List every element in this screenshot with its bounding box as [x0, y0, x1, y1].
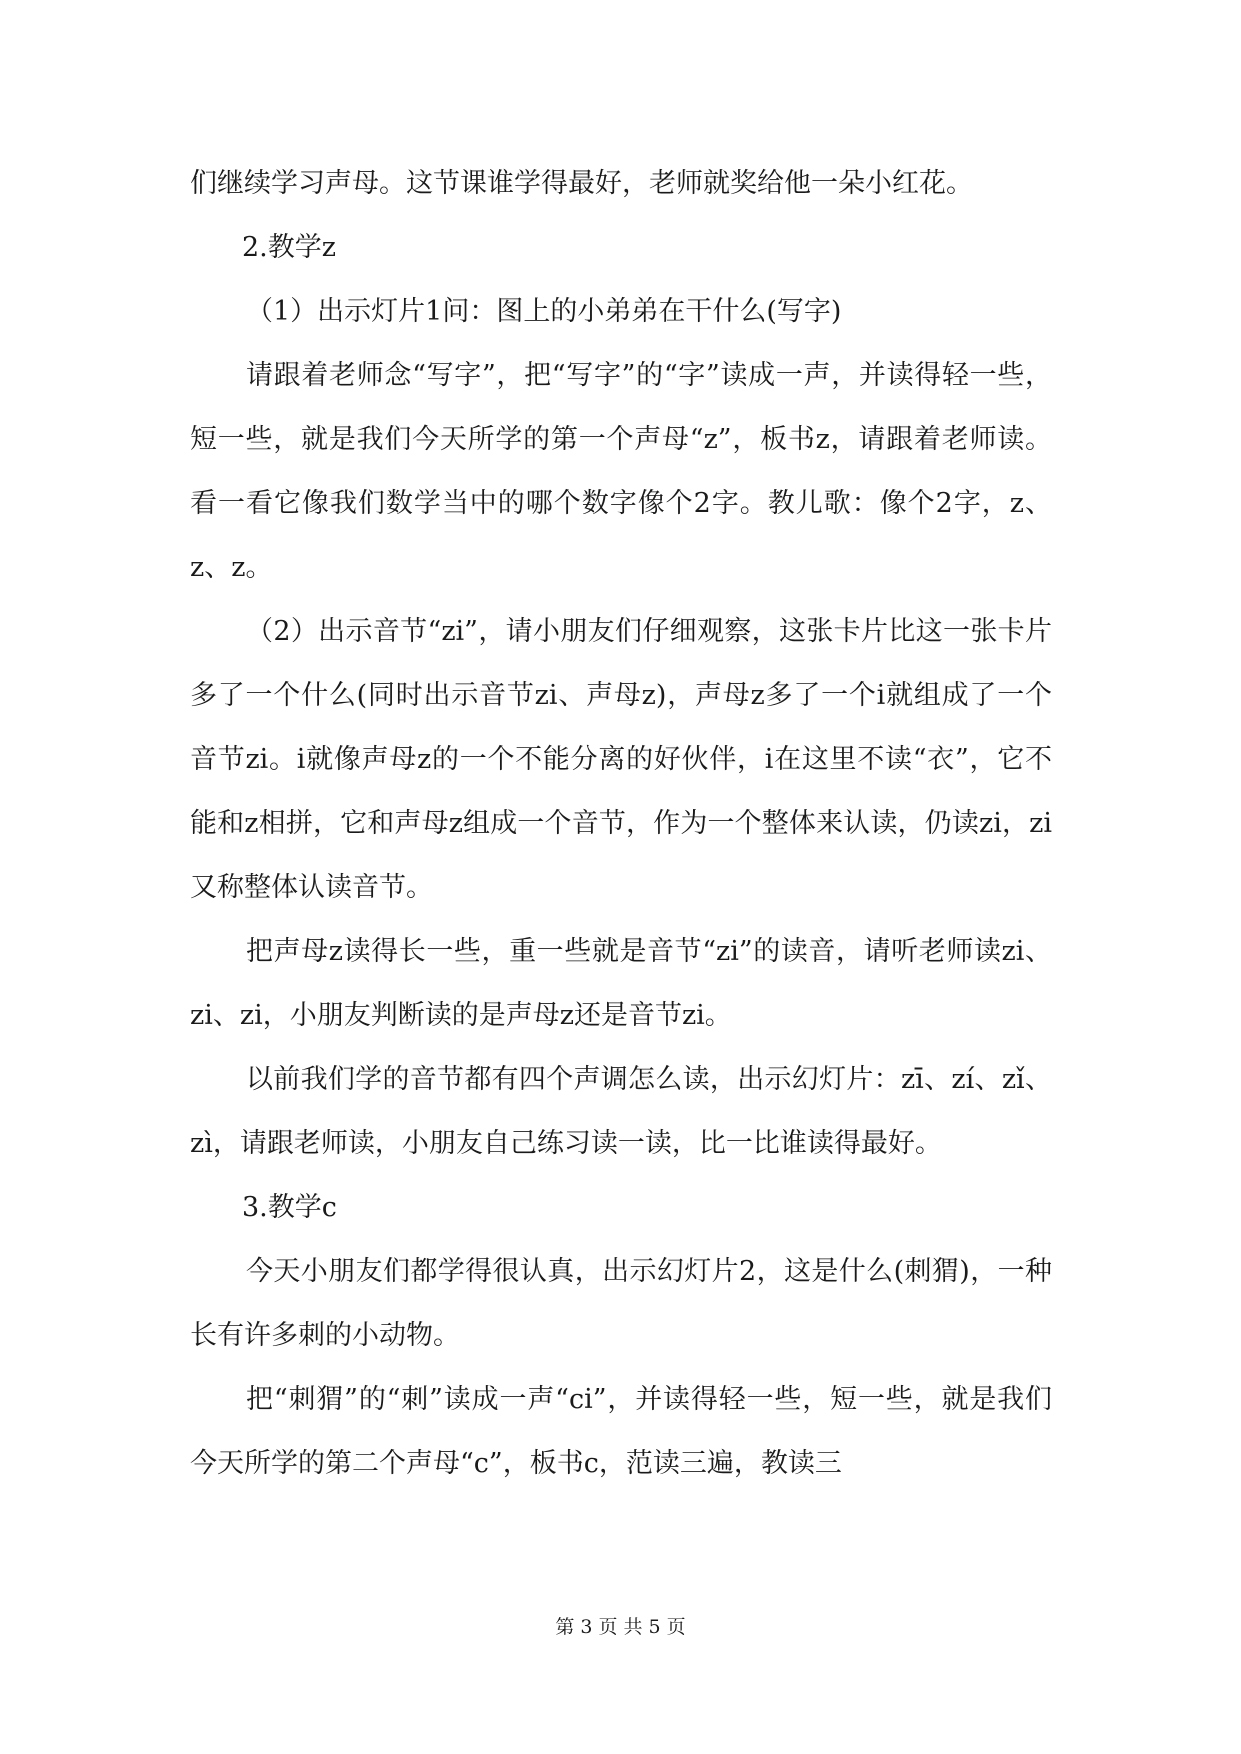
paragraph-z-intro: 请跟着老师念“写字”，把“写字”的“字”读成一声，并读得轻一些，短一些，就是我们今天所学的第一个声母“z”，板书z，请跟着老师读。看一看它像我们数学当中的哪个数字像个2字。教儿歌：像个2字，z、z、z。	[190, 360, 1052, 583]
document-body	[190, 152, 1052, 1496]
paragraph-continuation: 们继续学习声母。这节课谁学得最好，老师就奖给他一朵小红花。	[190, 168, 973, 199]
paragraph-tones: 以前我们学的音节都有四个声调怎么读，出示幻灯片：zī、zí、zǐ、zì，请跟老师读，小朋友自己练习读一读，比一比谁读得最好。	[190, 1064, 1052, 1159]
paragraph-step-1: （1）出示灯片1问：图上的小弟弟在干什么(写字)	[246, 296, 842, 327]
paragraph-c-intro: 把“刺猬”的“刺”读成一声“ci”，并读得轻一些，短一些，就是我们今天所学的第二个声母“c”，板书c，范读三遍，教读三	[190, 1384, 1052, 1479]
paragraph-step-2: （2）出示音节“zi”，请小朋友们仔细观察，这张卡片比这一张卡片多了一个什么(同时出示音节zi、声母z)，声母z多了一个i就组成了一个音节zi。i就像声母z的一个不能分离的好伙伴，i在这里不读“衣”，它不能和z相拼，它和声母z组成一个音节，作为一个整体来认读，仍读zi，zi又称整体认读音节。	[190, 616, 1052, 903]
page-number-footer: 第 3 页 共 5 页	[555, 1616, 686, 1638]
section-heading-c: 3.教学c	[242, 1192, 337, 1223]
section-heading-z: 2.教学z	[242, 232, 336, 263]
paragraph-zi-reading: 把声母z读得长一些，重一些就是音节“zi”的读音，请听老师读zi、zi、zi，小朋友判断读的是声母z还是音节zi。	[190, 936, 1052, 1031]
paragraph-hedgehog: 今天小朋友们都学得很认真，出示幻灯片2，这是什么(刺猬)，一种长有许多刺的小动物。	[190, 1256, 1052, 1351]
